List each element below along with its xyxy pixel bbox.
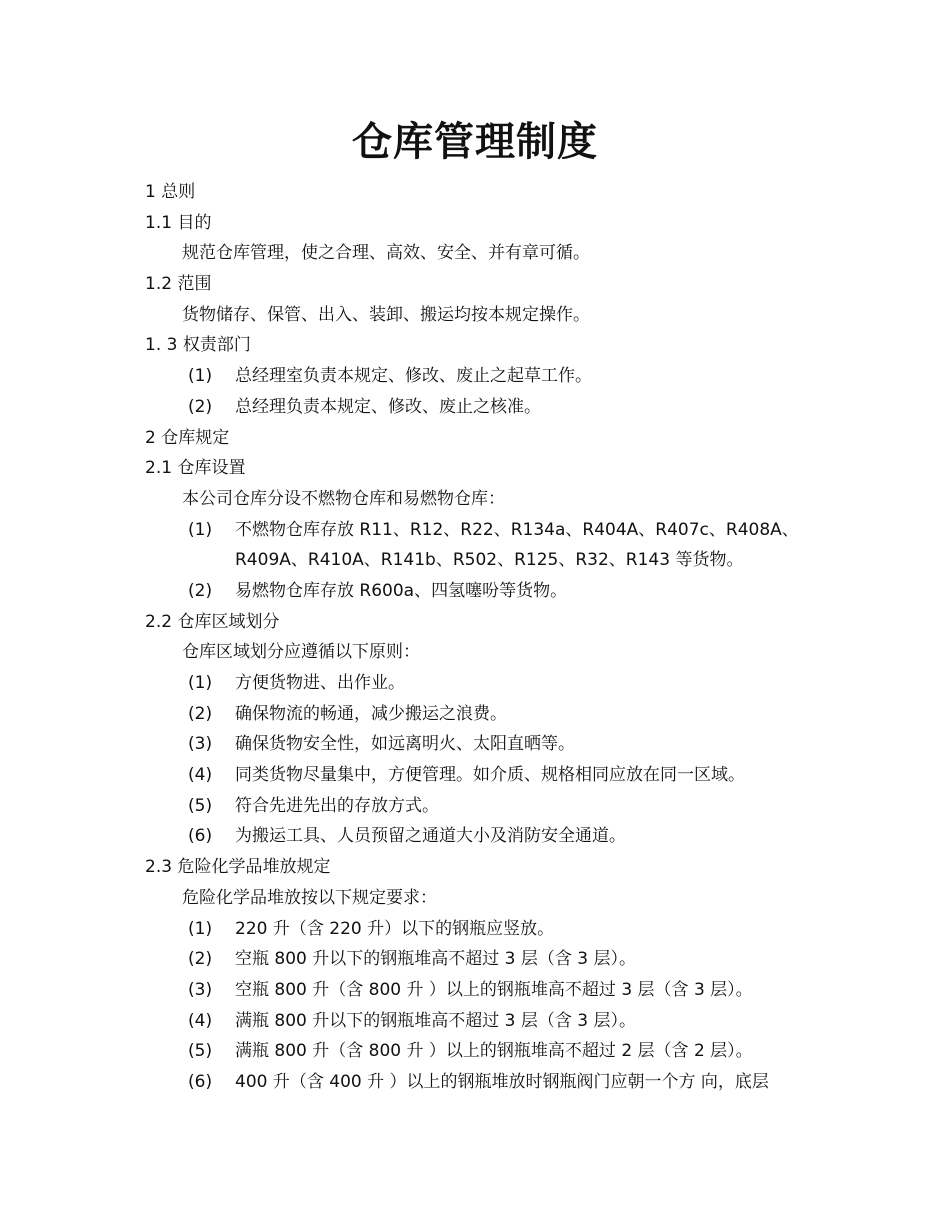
list-item-number: (2) xyxy=(188,396,213,417)
list-item xyxy=(0,729,950,760)
list-item-number: (1) xyxy=(188,673,213,693)
list-item xyxy=(0,668,950,699)
subsection-heading: 2.2 仓库区域划分 xyxy=(145,611,280,632)
list-item xyxy=(0,1006,950,1037)
list-item xyxy=(0,699,950,730)
list-item xyxy=(0,975,950,1006)
document-body xyxy=(0,177,950,1098)
list-item xyxy=(0,515,950,546)
list-item-number: (3) xyxy=(188,979,213,1000)
list-item-number: (4) xyxy=(188,765,213,786)
list-item-text: 满瓶 800 升（含 800 升 ）以上的钢瓶堆高不超过 2 层（含 2 层）。 xyxy=(235,1041,753,1062)
list-item-text: 400 升（含 400 升 ）以上的钢瓶堆放时钢瓶阀门应朝一个方 向，底层 xyxy=(235,1071,769,1092)
list-item-text: 符合先进先出的存放方式。 xyxy=(235,795,439,816)
paragraph: 危险化学品堆放按以下规定要求： xyxy=(182,887,437,908)
list-item xyxy=(0,361,950,392)
section-heading: 2 仓库规定 xyxy=(145,427,230,448)
list-item-text: 方便货物进、出作业。 xyxy=(235,673,405,693)
list-item xyxy=(0,821,950,852)
subsection-heading: 1.1 目的 xyxy=(145,212,212,233)
list-item xyxy=(0,1067,950,1098)
list-item-number: (2) xyxy=(188,580,213,601)
list-item-text: 为搬运工具、人员预留之通道大小及消防安全通道。 xyxy=(235,826,626,847)
list-item-number: (5) xyxy=(188,1041,213,1062)
list-item-number: (3) xyxy=(188,734,213,755)
list-item-text: 空瓶 800 升（含 800 升 ）以上的钢瓶堆高不超过 3 层（含 3 层）。 xyxy=(235,979,753,1000)
subsection-heading: 2.3 危险化学品堆放规定 xyxy=(145,857,331,878)
list-item xyxy=(0,914,950,945)
list-item-number: (4) xyxy=(188,1010,213,1031)
subsection-heading: 1.2 范围 xyxy=(145,274,212,295)
list-item-continuation xyxy=(0,545,950,576)
list-item-number: (6) xyxy=(188,1071,213,1092)
paragraph: 仓库区域划分应遵循以下原则： xyxy=(182,642,420,663)
list-item-number: (1) xyxy=(188,519,213,540)
list-item-number: (2) xyxy=(188,949,213,970)
paragraph: 规范仓库管理，使之合理、高效、安全、并有章可循。 xyxy=(182,243,590,264)
list-item-text: 220 升（含 220 升）以下的钢瓶应竖放。 xyxy=(235,918,555,939)
list-item-number: (2) xyxy=(188,703,213,724)
list-item-text: 总经理负责本规定、修改、废止之核准。 xyxy=(235,396,541,417)
list-item-text: R409A、R410A、R141b、R502、R125、R32、R143 等货物。 xyxy=(235,550,744,571)
list-item xyxy=(0,576,950,607)
list-item xyxy=(0,1036,950,1067)
list-item-text: 确保货物安全性，如远离明火、太阳直晒等。 xyxy=(235,734,575,755)
list-item-number: (1) xyxy=(188,918,213,939)
list-item-text: 同类货物尽量集中，方便管理。如介质、规格相同应放在同一区域。 xyxy=(235,765,745,786)
document-title: 仓库管理制度 xyxy=(352,119,598,165)
paragraph: 货物储存、保管、出入、装卸、搬运均按本规定操作。 xyxy=(182,304,590,325)
list-item-number: (5) xyxy=(188,795,213,816)
subsection-heading: 2.1 仓库设置 xyxy=(145,458,246,479)
subsection-heading: 1. 3 权责部门 xyxy=(145,335,251,356)
list-item-text: 易燃物仓库存放 R600a、四氢噻吩等货物。 xyxy=(235,580,568,601)
list-item xyxy=(0,392,950,423)
list-item xyxy=(0,944,950,975)
list-item-number: (1) xyxy=(188,366,213,387)
list-item-text: 总经理室负责本规定、修改、废止之起草工作。 xyxy=(235,366,592,387)
list-item xyxy=(0,760,950,791)
section-heading: 1 总则 xyxy=(145,182,196,202)
list-item-text: 确保物流的畅通，减少搬运之浪费。 xyxy=(235,703,507,724)
list-item-text: 满瓶 800 升以下的钢瓶堆高不超过 3 层（含 3 层）。 xyxy=(235,1010,637,1031)
list-item-text: 空瓶 800 升以下的钢瓶堆高不超过 3 层（含 3 层）。 xyxy=(235,949,637,970)
paragraph: 本公司仓库分设不燃物仓库和易燃物仓库： xyxy=(182,488,505,509)
list-item-text: 不燃物仓库存放 R11、R12、R22、R134a、R404A、R407c、R408A、 xyxy=(235,519,799,540)
list-item-number: (6) xyxy=(188,826,213,847)
list-item xyxy=(0,791,950,822)
